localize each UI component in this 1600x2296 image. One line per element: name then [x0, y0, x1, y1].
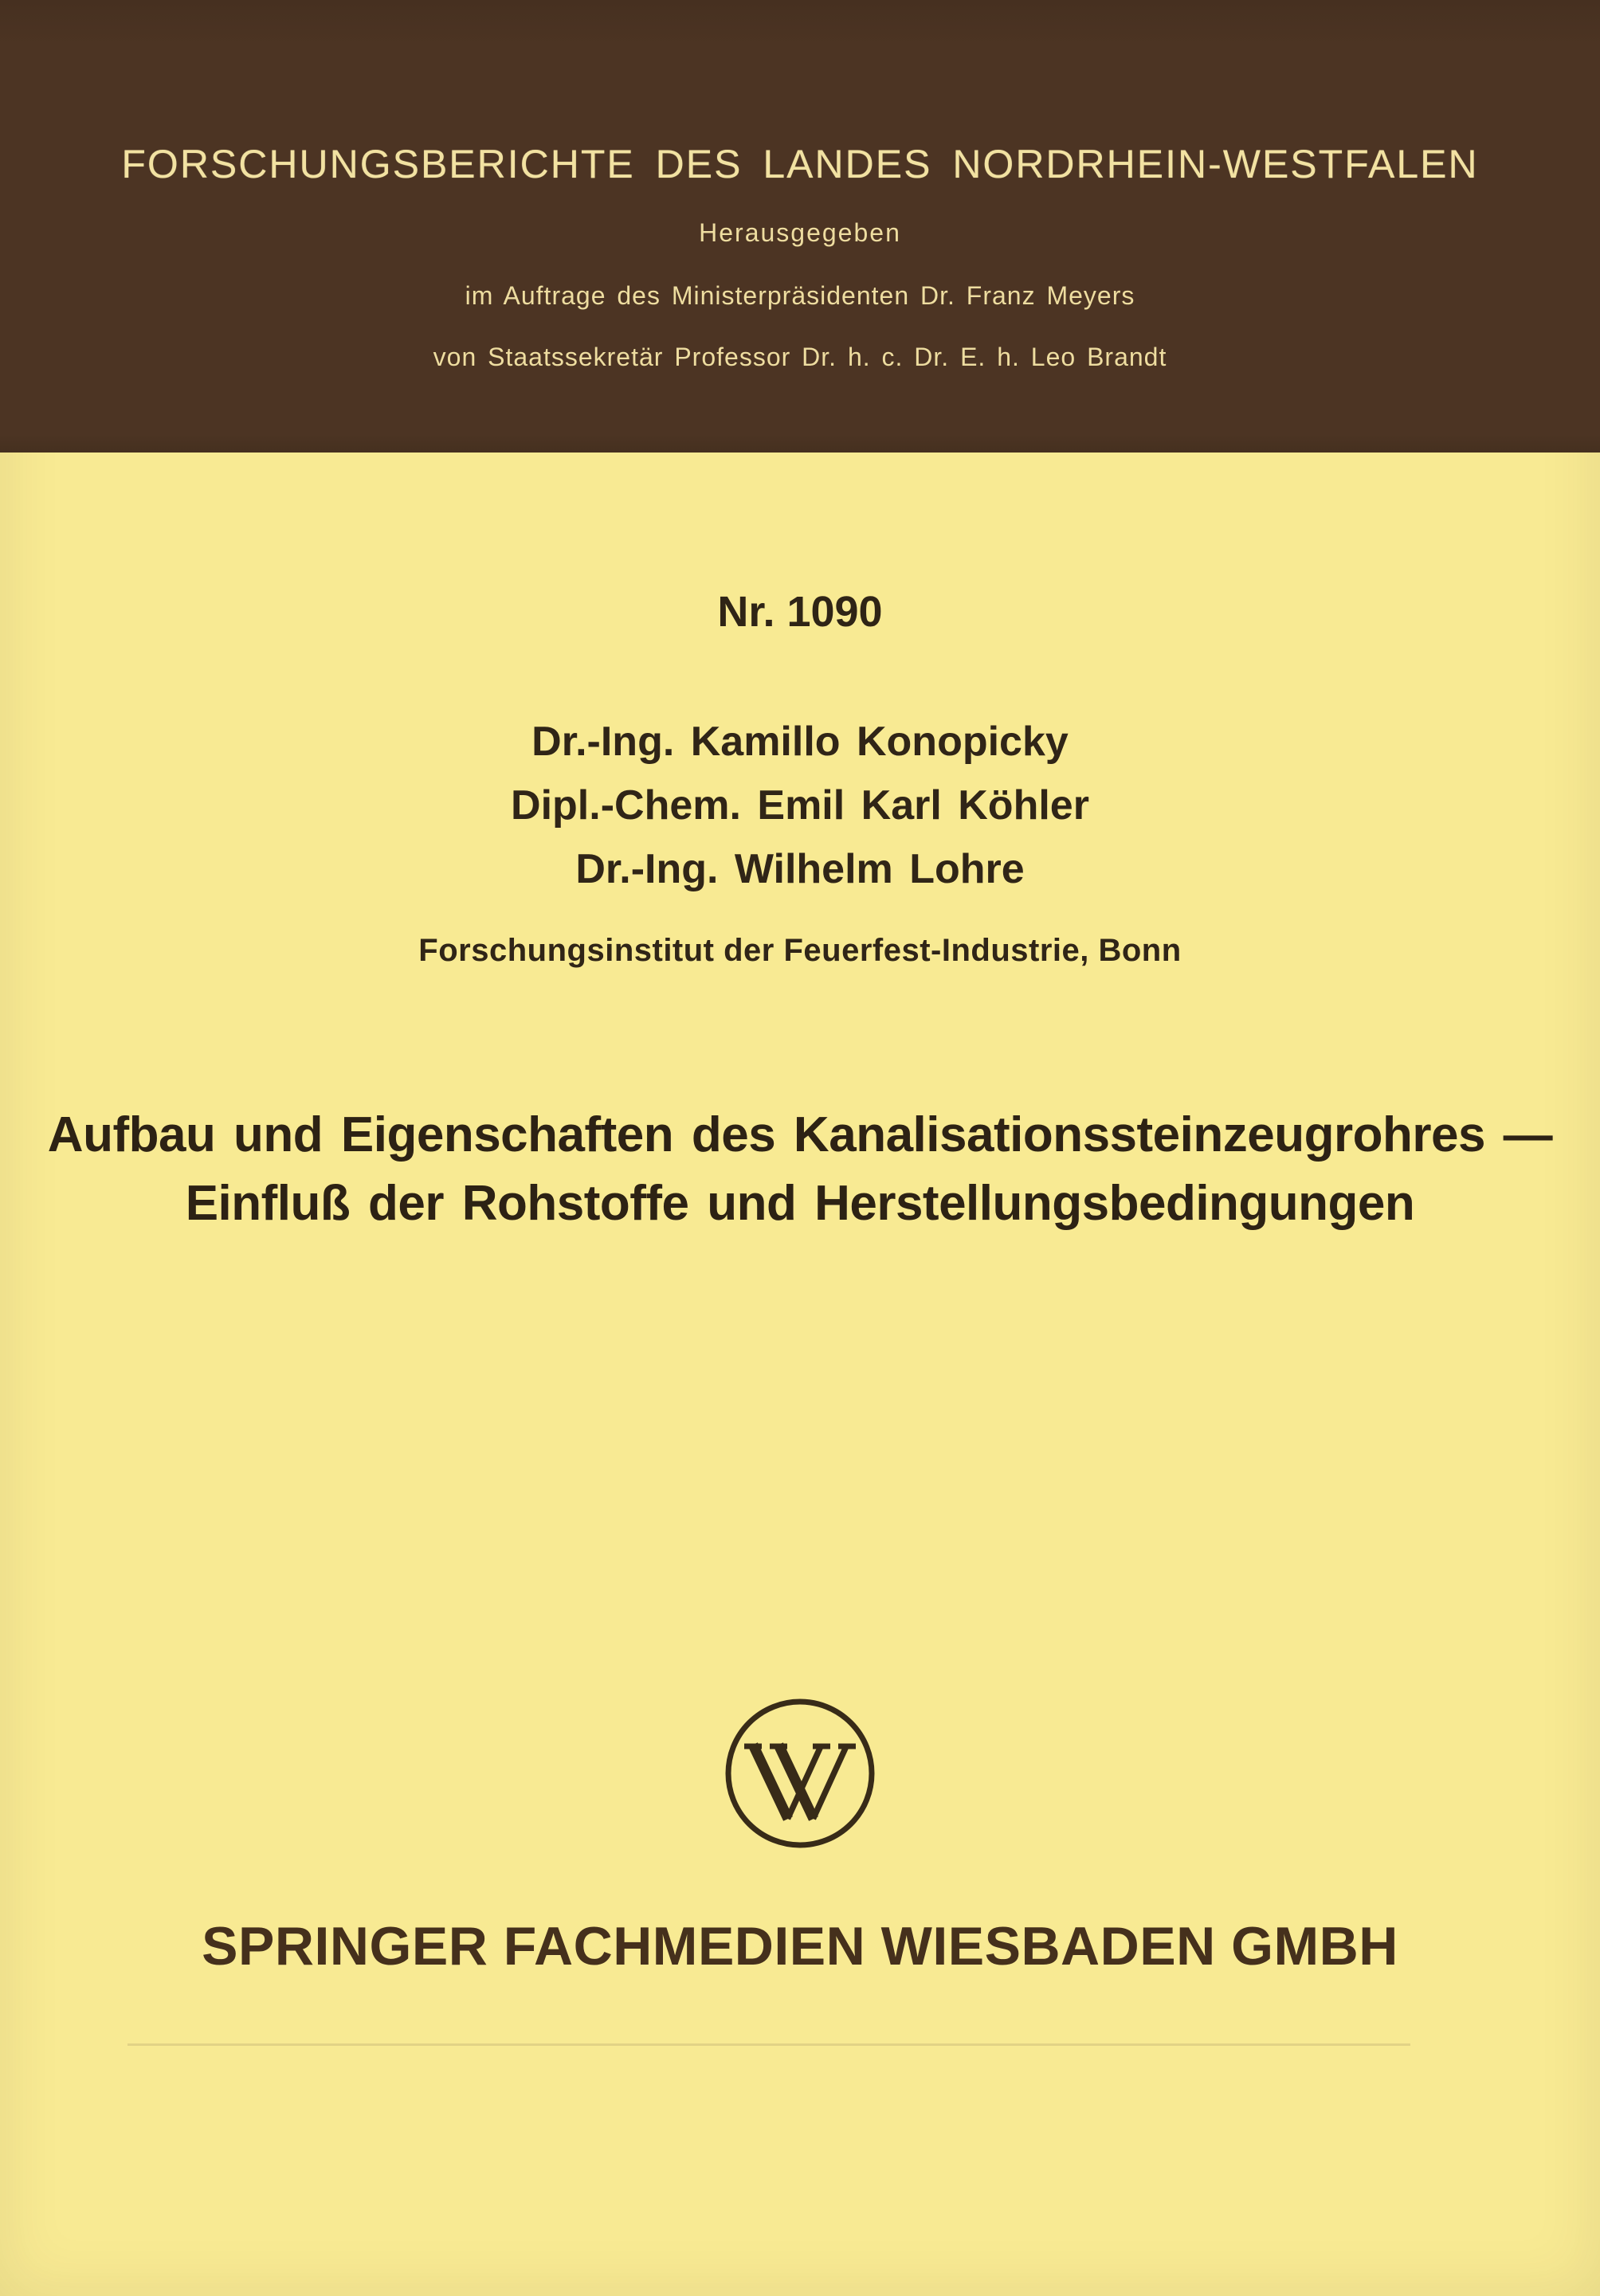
- published-by-line-2: von Staatssekretär Professor Dr. h. c. Dr. E. h. Leo Brandt: [433, 343, 1167, 371]
- report-title-line-2: Einfluß der Rohstoffe und Herstellungsbedingungen: [185, 1176, 1415, 1231]
- author-name: Dr.-Ing. Kamillo Konopicky: [531, 719, 1069, 765]
- author-name: Dipl.-Chem. Emil Karl Köhler: [511, 782, 1089, 829]
- author-list: [0, 710, 1600, 901]
- publisher-name: SPRINGER FACHMEDIEN WIESBADEN GMBH: [202, 1916, 1398, 1977]
- author-name: Dr.-Ing. Wilhelm Lohre: [575, 846, 1025, 892]
- report-number: Nr. 1090: [717, 588, 883, 636]
- published-label: Herausgegeben: [699, 218, 901, 247]
- report-title: [0, 1101, 1600, 1238]
- series-title: FORSCHUNGSBERICHTE DES LANDES NORDRHEIN-WESTFALEN: [121, 142, 1479, 186]
- vieweg-w-monogram-icon: [720, 1694, 880, 1853]
- published-by-line-1: im Auftrage des Ministerpräsidenten Dr. Franz Meyers: [465, 281, 1135, 310]
- report-title-line-1: Aufbau und Eigenschaften des Kanalisationssteinzeugrohres —: [47, 1107, 1553, 1162]
- institute-line: Forschungsinstitut der Feuerfest-Industrie, Bonn: [418, 933, 1182, 968]
- scan-artifact-line: [127, 2043, 1410, 2046]
- series-header-band: [0, 0, 1600, 453]
